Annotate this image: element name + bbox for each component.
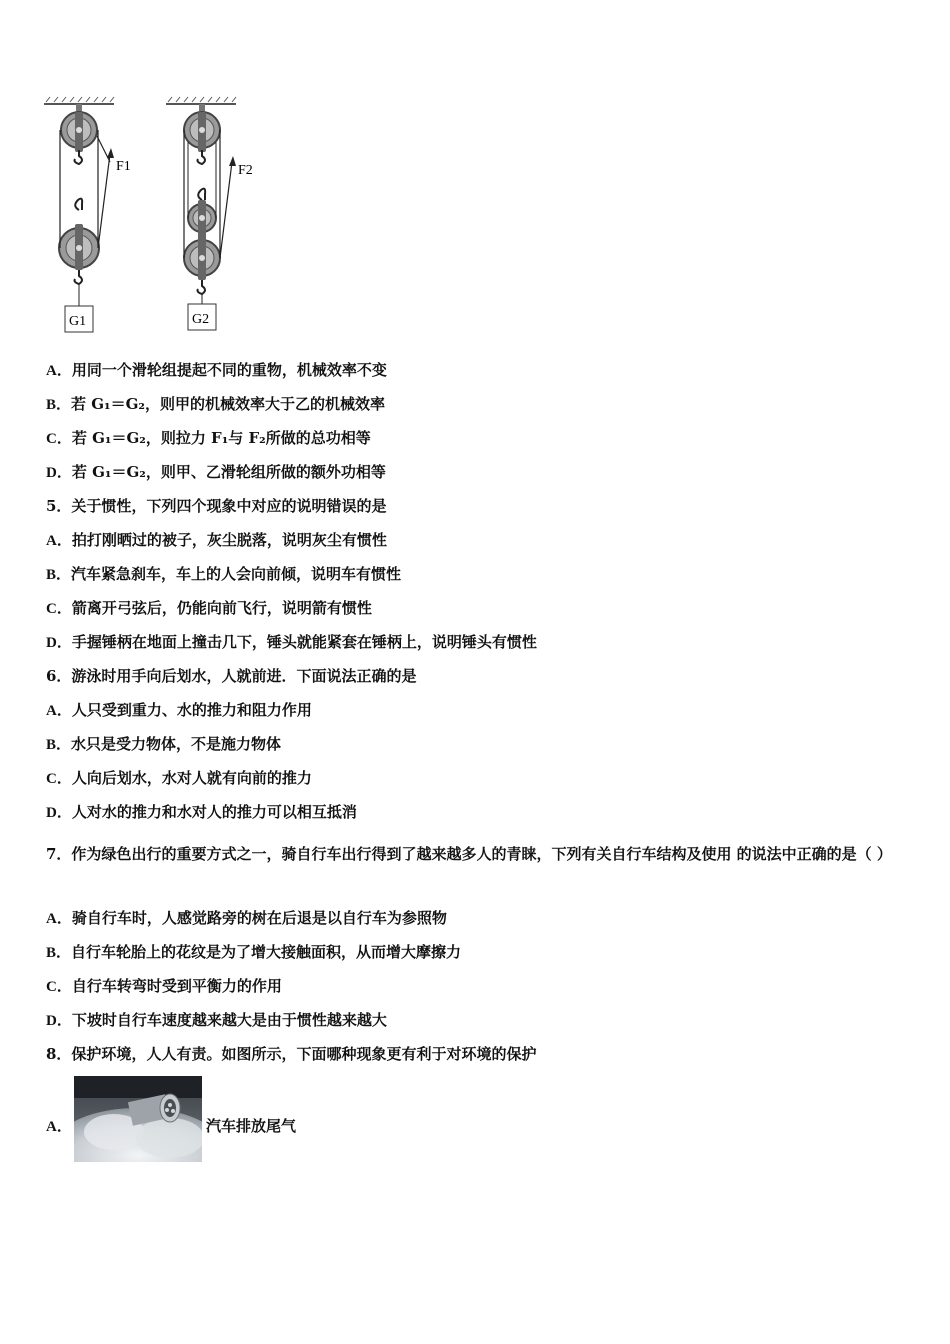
- right-weight-label: G2: [192, 312, 210, 327]
- q7-stem: 7．作为绿色出行的重要方式之一，骑自行车出行得到了越来越多人的青睐，下列有关自行车结构及使用 的说法中正确的是（ ）: [46, 845, 892, 863]
- right-force-label: F2: [238, 163, 253, 178]
- q4-option-c: C．若 G₁＝G₂，则拉力 F₁与 F₂所做的总功相等: [46, 429, 371, 447]
- q4-option-a: A．用同一个滑轮组提起不同的重物，机械效率不变: [46, 361, 387, 379]
- right-pulley-system: [184, 104, 253, 330]
- q5-option-d: D．手握锤柄在地面上撞击几下，锤头就能紧套在锤柄上，说明锤头有惯性: [46, 633, 537, 651]
- q6-option-b: B．水只是受力物体，不是施力物体: [46, 735, 282, 753]
- q7-option-a: A．骑自行车时，人感觉路旁的树在后退是以自行车为参照物: [46, 909, 447, 927]
- q5-option-b: B．汽车紧急刹车，车上的人会向前倾，说明车有惯性: [46, 565, 402, 583]
- q8-stem: 8．保护环境，人人有责。如图所示，下面哪种现象更有利于对环境的保护: [46, 1045, 537, 1063]
- q7-option-d: D．下坡时自行车速度越来越大是由于惯性越来越大: [46, 1011, 387, 1029]
- left-pulley-system: [59, 104, 131, 332]
- q4-option-d: D．若 G₁＝G₂，则甲、乙滑轮组所做的额外功相等: [46, 463, 386, 481]
- pulley-diagram: [38, 92, 268, 338]
- q7-option-b: B．自行车轮胎上的花纹是为了增大接触面积，从而增大摩擦力: [46, 943, 462, 961]
- q5-stem: 5．关于惯性，下列四个现象中对应的说明错误的是: [46, 497, 387, 515]
- q5-option-a: A．拍打刚晒过的被子，灰尘脱落，说明灰尘有惯性: [46, 531, 387, 549]
- left-ceiling: [44, 97, 114, 104]
- left-weight-label: G1: [69, 314, 87, 329]
- q4-option-b: B．若 G₁＝G₂，则甲的机械效率大于乙的机械效率: [46, 395, 385, 413]
- exhaust-photo: [74, 1076, 202, 1162]
- right-ceiling: [166, 97, 236, 104]
- q8-option-a-label: A．: [46, 1119, 72, 1135]
- q6-stem: 6．游泳时用手向后划水，人就前进．下面说法正确的是: [46, 667, 417, 685]
- q8-option-a-text: 汽车排放尾气: [206, 1117, 297, 1135]
- left-force-label: F1: [116, 159, 131, 174]
- q6-option-a: A．人只受到重力、水的推力和阻力作用: [46, 701, 312, 719]
- q6-option-d: D．人对水的推力和水对人的推力可以相互抵消: [46, 803, 357, 821]
- q5-option-c: C．箭离开弓弦后，仍能向前飞行，说明箭有惯性: [46, 599, 372, 617]
- q7-option-c: C．自行车转弯时受到平衡力的作用: [46, 977, 282, 995]
- q6-option-c: C．人向后划水，水对人就有向前的推力: [46, 769, 312, 787]
